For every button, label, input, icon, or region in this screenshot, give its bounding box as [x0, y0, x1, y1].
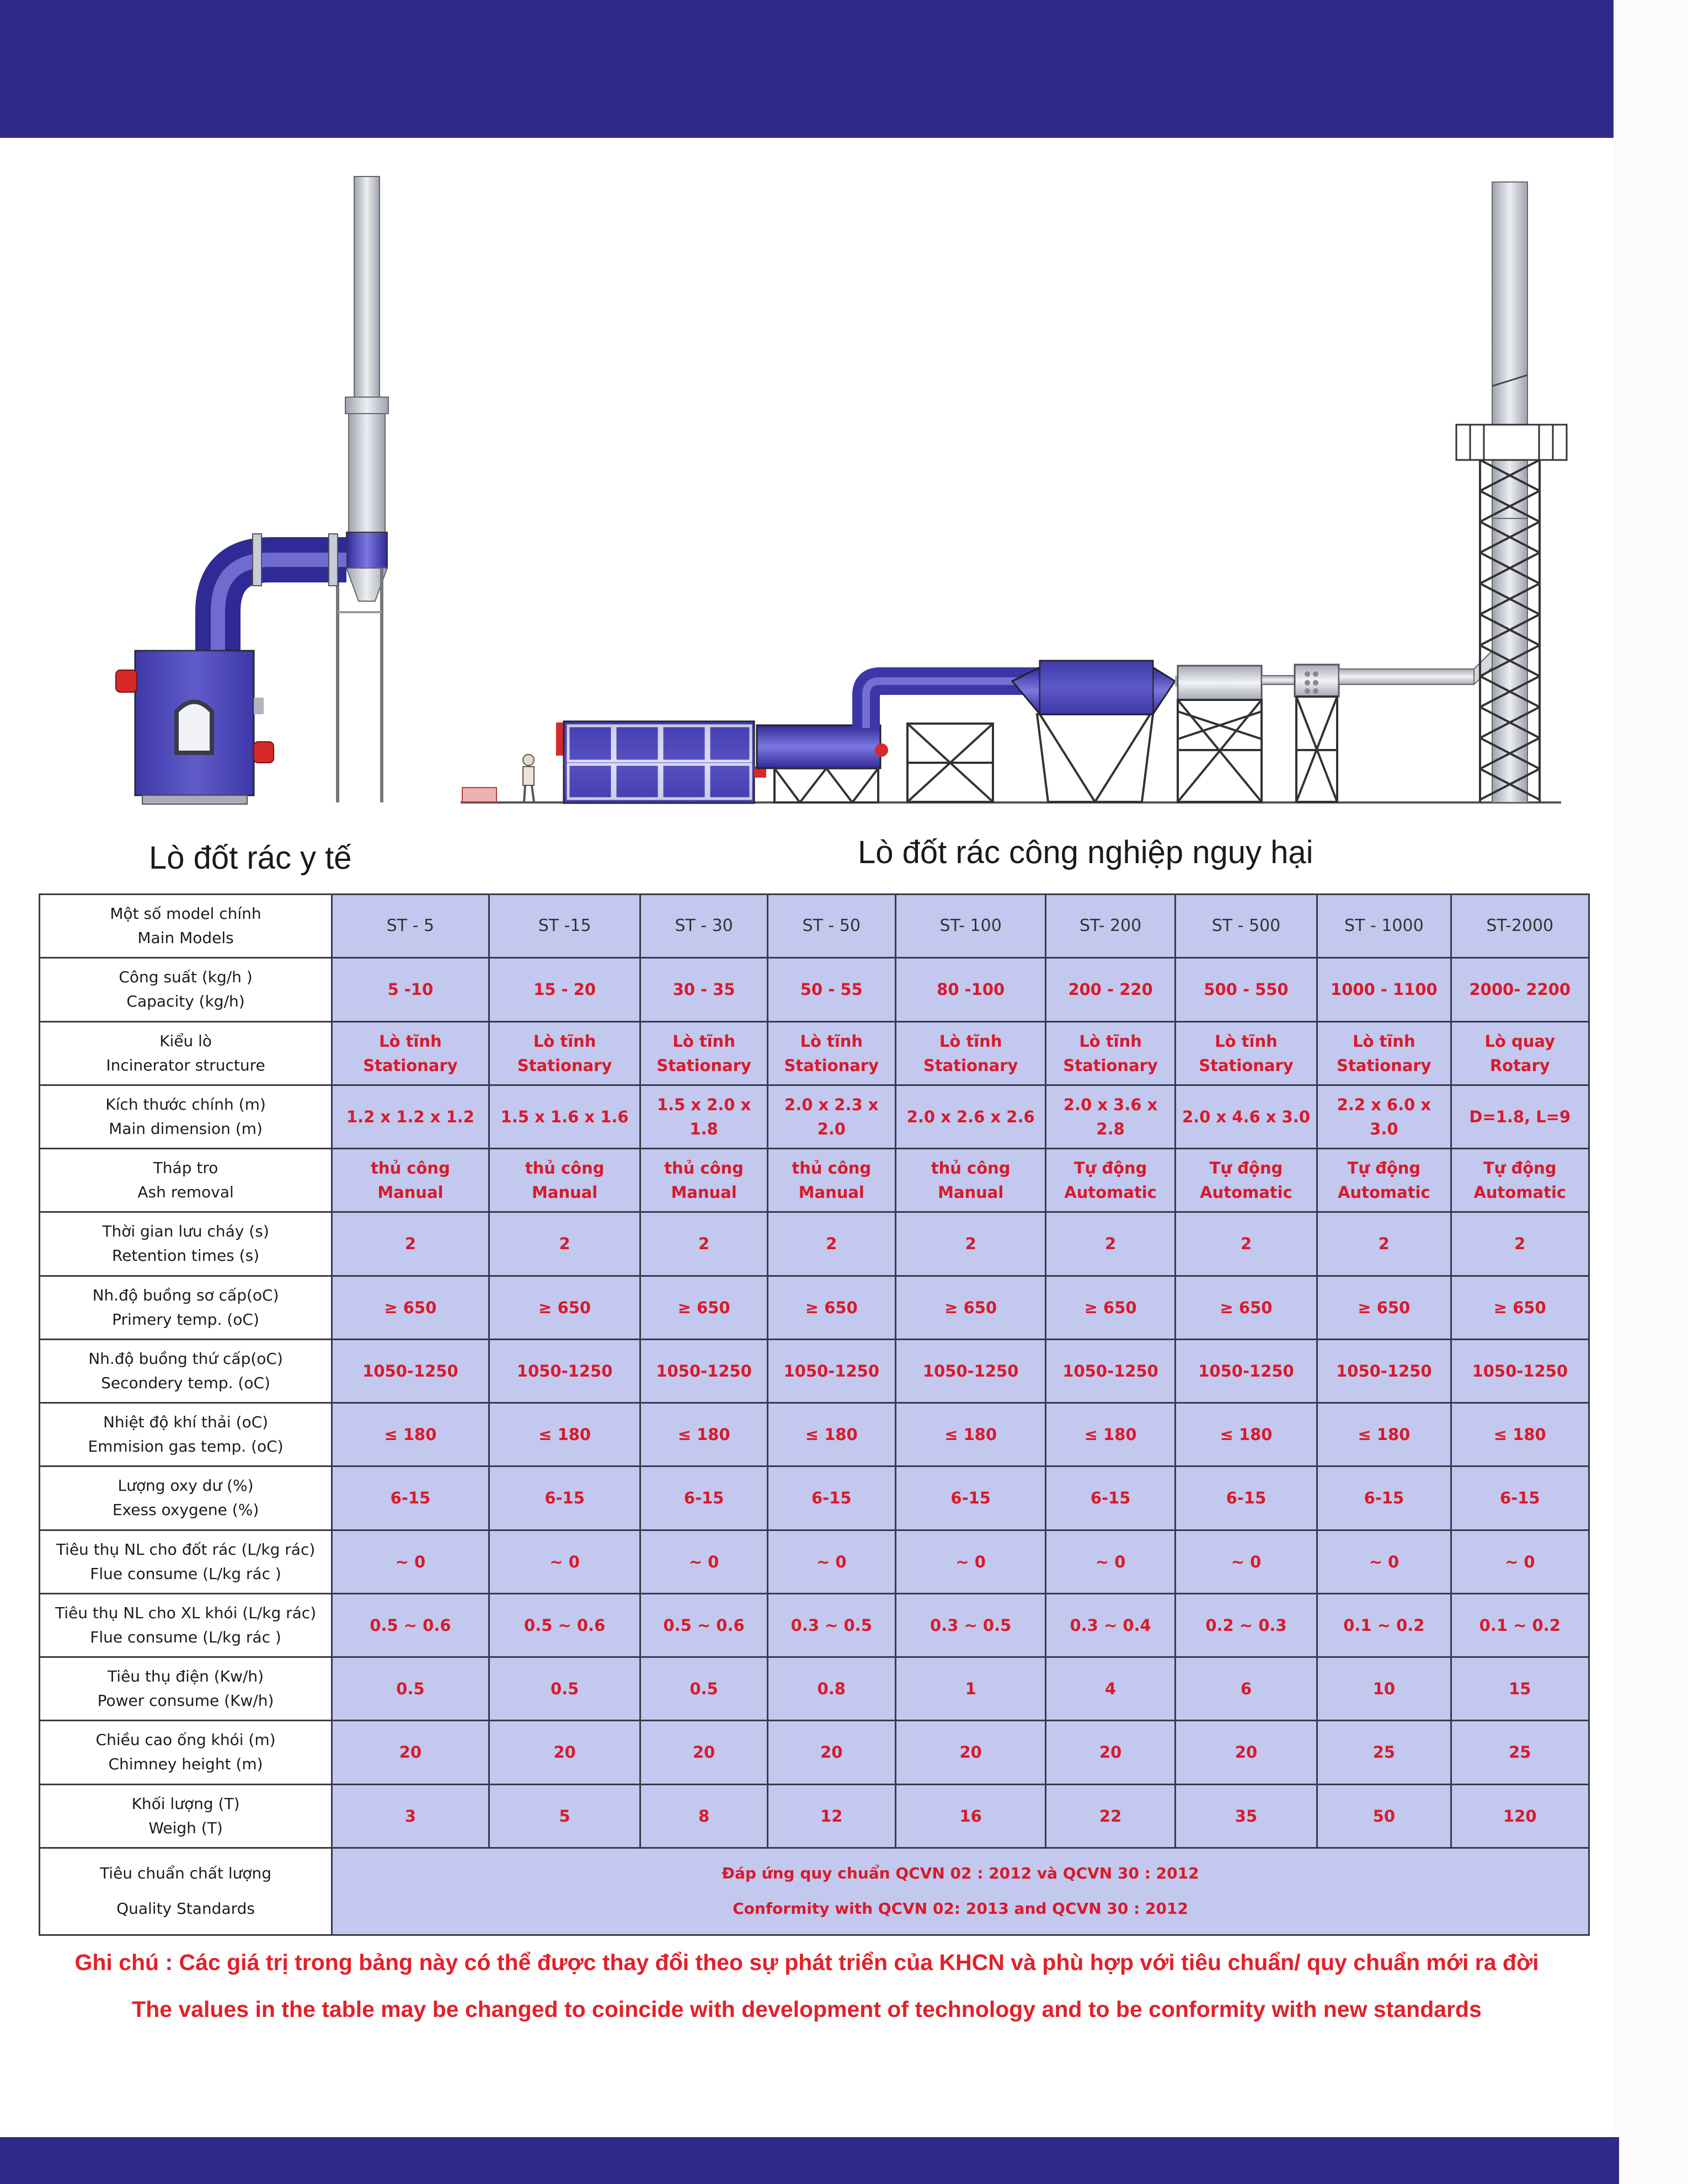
- row-label-vi: Kiểu lò: [159, 1031, 212, 1050]
- row-label: [40, 1721, 332, 1784]
- table-cell: 25: [1317, 1721, 1451, 1784]
- row-label-vi: Tháp tro: [153, 1159, 218, 1177]
- table-cell: 20: [640, 1721, 767, 1784]
- row-label-vi: Nh.độ buồng thứ cấp(oC): [88, 1349, 283, 1368]
- table-cell: ~ 0: [1175, 1530, 1317, 1593]
- table-cell: ≤ 180: [1175, 1403, 1317, 1466]
- table-cell: 15: [1451, 1657, 1589, 1721]
- table-cell: [895, 1149, 1046, 1212]
- table-cell-line: Manual: [938, 1183, 1004, 1202]
- table-cell: 12: [767, 1784, 895, 1848]
- table-row: [40, 1530, 1589, 1593]
- row-label-en: Primery temp. (oC): [112, 1310, 259, 1329]
- table-cell-line: Lò tĩnh: [379, 1031, 442, 1051]
- row-label: [40, 1466, 332, 1530]
- table-cell: 1050-1250: [895, 1339, 1046, 1403]
- row-label-en: Flue consume (L/kg rác ): [90, 1564, 281, 1583]
- note-english: The values in the table may be changed to coincide with development of technology and to be conformity with new standards: [132, 1996, 1482, 2022]
- table-cell: ~ 0: [895, 1530, 1046, 1593]
- table-cell: 3: [332, 1784, 489, 1848]
- table-cell: 2: [767, 1212, 895, 1276]
- row-label-en: Ash removal: [137, 1183, 234, 1202]
- table-row: [40, 1721, 1589, 1784]
- table-cell: 1050-1250: [1046, 1339, 1175, 1403]
- table-cell: [1317, 1149, 1451, 1212]
- table-cell: [332, 1149, 489, 1212]
- table-cell: ≥ 650: [767, 1276, 895, 1339]
- table-cell: 2: [895, 1212, 1046, 1276]
- table-cell-line: thủ công: [664, 1159, 744, 1178]
- table-cell-line: Lò tĩnh: [800, 1031, 863, 1051]
- table-cell-line: Tự động: [1073, 1159, 1147, 1178]
- table-cell-line: Lò tĩnh: [533, 1031, 596, 1051]
- table-cell-line: Automatic: [1064, 1183, 1157, 1202]
- row-label-en: Retention times (s): [112, 1246, 260, 1265]
- row-label-quality-standards: [40, 1848, 332, 1935]
- model-cell: ST-2000: [1451, 895, 1589, 958]
- table-cell-line: Stationary: [363, 1056, 458, 1075]
- medical-incinerator-drawing: [116, 176, 388, 804]
- table-cell: 2: [1317, 1212, 1451, 1276]
- table-cell: [489, 1021, 640, 1085]
- industrial-incinerator-caption: Lò đốt rác công nghiệp nguy hại: [858, 834, 1313, 870]
- table-cell-line: Stationary: [784, 1056, 879, 1075]
- row-label-en: Incinerator structure: [106, 1056, 265, 1074]
- row-label: [40, 1784, 332, 1848]
- table-cell: 6-15: [1046, 1466, 1175, 1530]
- table-cell: ≤ 180: [489, 1403, 640, 1466]
- table-cell-line: thủ công: [371, 1159, 450, 1178]
- table-cell: 10: [1317, 1657, 1451, 1721]
- table-cell: ≤ 180: [1317, 1403, 1451, 1466]
- table-row: [40, 1593, 1589, 1657]
- table-cell: 0.3 ~ 0.4: [1046, 1593, 1175, 1657]
- table-cell: 1050-1250: [767, 1339, 895, 1403]
- table-cell: [767, 1149, 895, 1212]
- model-cell: ST- 200: [1046, 895, 1175, 958]
- table-cell: 30 - 35: [640, 958, 767, 1021]
- quality-standards-value-en: Conformity with QCVN 02: 2013 and QCVN 30 : 2012: [733, 1899, 1188, 1918]
- table-cell: 22: [1046, 1784, 1175, 1848]
- table-cell: ≥ 650: [332, 1276, 489, 1339]
- table-cell-line: Manual: [798, 1183, 864, 1202]
- table-cell: 0.5 ~ 0.6: [640, 1593, 767, 1657]
- row-label-vi: Nhiệt độ khí thải (oC): [103, 1413, 269, 1432]
- table-row: [40, 895, 1589, 958]
- table-cell-line: Stationary: [923, 1056, 1018, 1075]
- table-cell-line: Tự động: [1209, 1159, 1283, 1178]
- incinerator-illustrations: [0, 138, 1688, 827]
- table-cell: 2: [332, 1212, 489, 1276]
- table-cell: 6-15: [1175, 1466, 1317, 1530]
- row-label-main-models: [40, 895, 332, 958]
- table-cell: [332, 1021, 489, 1085]
- row-label: [40, 958, 332, 1021]
- table-cell: ~ 0: [489, 1530, 640, 1593]
- table-cell: 2: [489, 1212, 640, 1276]
- table-cell-line: Stationary: [1199, 1056, 1294, 1075]
- table-cell: [1046, 1149, 1175, 1212]
- table-cell: 0.8: [767, 1657, 895, 1721]
- row-label: [40, 1593, 332, 1657]
- row-label-vi: Công suất (kg/h ): [119, 968, 253, 987]
- table-cell-line: Rotary: [1489, 1056, 1550, 1075]
- table-cell-line: Stationary: [1337, 1056, 1431, 1075]
- table-cell: ≤ 180: [1451, 1403, 1589, 1466]
- table-cell: ≤ 180: [895, 1403, 1046, 1466]
- row-label: [40, 1339, 332, 1403]
- table-cell: D=1.8, L=9: [1451, 1085, 1589, 1148]
- table-cell-line: Manual: [377, 1183, 444, 1202]
- row-label: [40, 1403, 332, 1466]
- row-label: [40, 1212, 332, 1276]
- row-label: [40, 1149, 332, 1212]
- table-cell: 4: [1046, 1657, 1175, 1721]
- table-cell: ~ 0: [640, 1530, 767, 1593]
- table-cell: 2.0 x 4.6 x 3.0: [1175, 1085, 1317, 1148]
- table-row: [40, 958, 1589, 1021]
- table-cell: 1050-1250: [332, 1339, 489, 1403]
- table-cell: ~ 0: [1046, 1530, 1175, 1593]
- table-cell: 6-15: [767, 1466, 895, 1530]
- row-label-en: Weigh (T): [148, 1818, 223, 1837]
- table-cell: [895, 1021, 1046, 1085]
- row-label-en: Emmision gas temp. (oC): [88, 1437, 284, 1456]
- table-cell-line: Manual: [671, 1183, 737, 1202]
- table-cell: 2.0 x 3.6 x 2.8: [1046, 1085, 1175, 1148]
- quality-standards-value: [332, 1848, 1589, 1935]
- table-cell: 0.5: [332, 1657, 489, 1721]
- table-cell: 35: [1175, 1784, 1317, 1848]
- row-label-en: Main dimension (m): [109, 1119, 263, 1138]
- table-cell-line: Automatic: [1338, 1183, 1430, 1202]
- row-label-en: Flue consume (L/kg rác ): [90, 1628, 281, 1646]
- bottom-color-band: [0, 2137, 1619, 2184]
- row-label-en: Secondery temp. (oC): [101, 1373, 270, 1392]
- table-cell: [767, 1021, 895, 1085]
- row-label: [40, 1085, 332, 1148]
- model-cell: ST - 5: [332, 895, 489, 958]
- table-cell: ≥ 650: [640, 1276, 767, 1339]
- row-label-main-models-en: Main Models: [137, 929, 234, 948]
- table-cell-line: Automatic: [1200, 1183, 1292, 1202]
- table-cell: ≤ 180: [767, 1403, 895, 1466]
- table-cell: ≥ 650: [895, 1276, 1046, 1339]
- table-cell: 6-15: [895, 1466, 1046, 1530]
- medical-incinerator-caption: Lò đốt rác y tế: [149, 840, 352, 876]
- table-cell: 1000 - 1100: [1317, 958, 1451, 1021]
- table-cell-line: Lò quay: [1484, 1031, 1555, 1051]
- table-cell: 1050-1250: [1317, 1339, 1451, 1403]
- table-cell: 1050-1250: [489, 1339, 640, 1403]
- table-cell: ≤ 180: [1046, 1403, 1175, 1466]
- table-cell-line: Lò tĩnh: [939, 1031, 1002, 1051]
- table-cell-line: thủ công: [792, 1159, 872, 1178]
- specification-table: [39, 893, 1590, 1936]
- table-cell: ≤ 180: [640, 1403, 767, 1466]
- row-label-en: Exess oxygene (%): [112, 1501, 259, 1519]
- table-cell: 20: [895, 1721, 1046, 1784]
- table-cell: 8: [640, 1784, 767, 1848]
- table-cell: ≥ 650: [1451, 1276, 1589, 1339]
- row-label-vi: Thời gian lưu cháy (s): [102, 1222, 269, 1241]
- model-cell: ST - 30: [640, 895, 767, 958]
- table-cell-line: Lò tĩnh: [672, 1031, 735, 1051]
- table-cell: ~ 0: [1317, 1530, 1451, 1593]
- table-row: [40, 1339, 1589, 1403]
- table-cell: [1175, 1021, 1317, 1085]
- table-cell-line: Lò tĩnh: [1215, 1031, 1278, 1051]
- table-cell: 1.5 x 1.6 x 1.6: [489, 1085, 640, 1148]
- row-label: [40, 1021, 332, 1085]
- table-cell: ≥ 650: [489, 1276, 640, 1339]
- table-cell-line: Tự động: [1483, 1159, 1557, 1178]
- row-label-main-models-vi: Một số model chính: [110, 904, 261, 923]
- table-cell: ≥ 650: [1046, 1276, 1175, 1339]
- table-cell-line: thủ công: [931, 1159, 1011, 1178]
- table-cell: 15 - 20: [489, 958, 640, 1021]
- table-cell: 50 - 55: [767, 958, 895, 1021]
- table-cell: 0.2 ~ 0.3: [1175, 1593, 1317, 1657]
- table-row: [40, 1149, 1589, 1212]
- table-cell: 20: [1046, 1721, 1175, 1784]
- table-cell: 0.5 ~ 0.6: [489, 1593, 640, 1657]
- table-cell: 0.1 ~ 0.2: [1317, 1593, 1451, 1657]
- table-row: [40, 1657, 1589, 1721]
- table-cell: ≤ 180: [332, 1403, 489, 1466]
- table-cell: ~ 0: [767, 1530, 895, 1593]
- table-row: [40, 1276, 1589, 1339]
- row-label-vi: Tiêu thụ NL cho XL khói (L/kg rác): [55, 1603, 317, 1622]
- table-cell-line: Stationary: [517, 1056, 612, 1075]
- table-cell: [640, 1021, 767, 1085]
- table-cell: 0.3 ~ 0.5: [767, 1593, 895, 1657]
- table-cell: 80 -100: [895, 958, 1046, 1021]
- table-cell: 6-15: [1317, 1466, 1451, 1530]
- table-cell: 50: [1317, 1784, 1451, 1848]
- table-row: [40, 1403, 1589, 1466]
- row-label-en: Chimney height (m): [108, 1755, 263, 1774]
- table-cell-line: Tự động: [1347, 1159, 1421, 1178]
- row-label-vi: Khối lượng (T): [131, 1794, 240, 1813]
- row-label-vi: Lượng oxy dư (%): [117, 1476, 254, 1495]
- table-cell: 6-15: [640, 1466, 767, 1530]
- table-cell: [1451, 1021, 1589, 1085]
- top-color-band: [0, 0, 1614, 138]
- table-cell: 20: [332, 1721, 489, 1784]
- model-cell: ST - 500: [1175, 895, 1317, 958]
- row-label-vi: Tiêu thụ điện (Kw/h): [108, 1667, 264, 1686]
- table-cell: 120: [1451, 1784, 1589, 1848]
- table-cell: 6-15: [332, 1466, 489, 1530]
- table-cell: 1: [895, 1657, 1046, 1721]
- table-cell: 6: [1175, 1657, 1317, 1721]
- table-cell: 500 - 550: [1175, 958, 1317, 1021]
- table-cell: 2: [640, 1212, 767, 1276]
- table-cell: [1046, 1021, 1175, 1085]
- table-cell: 1.5 x 2.0 x 1.8: [640, 1085, 767, 1148]
- table-cell: ≥ 650: [1317, 1276, 1451, 1339]
- table-row: [40, 1085, 1589, 1148]
- model-cell: ST- 100: [895, 895, 1046, 958]
- row-label: [40, 1276, 332, 1339]
- model-cell: ST - 1000: [1317, 895, 1451, 958]
- table-cell: 2.2 x 6.0 x 3.0: [1317, 1085, 1451, 1148]
- table-cell: 5: [489, 1784, 640, 1848]
- table-cell: [489, 1149, 640, 1212]
- row-label-vi: Kích thước chính (m): [105, 1095, 266, 1114]
- table-cell: 6-15: [489, 1466, 640, 1530]
- row-label-vi: Tiêu thụ NL cho đốt rác (L/kg rác): [56, 1540, 316, 1559]
- table-cell: 2.0 x 2.6 x 2.6: [895, 1085, 1046, 1148]
- table-row: [40, 1466, 1589, 1530]
- row-label-en: Power consume (Kw/h): [97, 1691, 274, 1710]
- table-cell: 20: [767, 1721, 895, 1784]
- table-cell: 0.1 ~ 0.2: [1451, 1593, 1589, 1657]
- row-label-vi: Nh.độ buồng sơ cấp(oC): [92, 1286, 279, 1304]
- row-label: [40, 1530, 332, 1593]
- model-cell: ST - 50: [767, 895, 895, 958]
- row-label-quality-standards-en: Quality Standards: [116, 1899, 255, 1918]
- table-cell-line: Lò tĩnh: [1353, 1031, 1415, 1051]
- row-label-quality-standards-vi: Tiêu chuẩn chất lượng: [100, 1864, 272, 1883]
- model-cell: ST -15: [489, 895, 640, 958]
- table-cell: 20: [489, 1721, 640, 1784]
- table-row: [40, 1021, 1589, 1085]
- table-cell: 2.0 x 2.3 x 2.0: [767, 1085, 895, 1148]
- table-cell: 16: [895, 1784, 1046, 1848]
- table-cell: [1317, 1021, 1451, 1085]
- table-cell: 200 - 220: [1046, 958, 1175, 1021]
- table-cell-line: Stationary: [656, 1056, 751, 1075]
- table-row: [40, 1212, 1589, 1276]
- note-vietnamese: Ghi chú : Các giá trị trong bảng này có thể được thay đổi theo sự phát triển của KHCN và phù hợp với tiêu chuẩn/ quy chuẩn mới ra đời: [74, 1950, 1539, 1975]
- quality-standards-value-vi: Đáp ứng quy chuẩn QCVN 02 : 2012 và QCVN 30 : 2012: [722, 1864, 1199, 1883]
- table-cell-line: thủ công: [525, 1159, 605, 1178]
- table-cell: [1451, 1149, 1589, 1212]
- table-cell: [640, 1149, 767, 1212]
- table-cell-line: Manual: [532, 1183, 598, 1202]
- row-label-vi: Chiều cao ống khói (m): [95, 1731, 276, 1749]
- table-cell: 0.5: [640, 1657, 767, 1721]
- table-cell: 0.5: [489, 1657, 640, 1721]
- table-cell: 20: [1175, 1721, 1317, 1784]
- table-cell: ~ 0: [1451, 1530, 1589, 1593]
- table-cell: 0.3 ~ 0.5: [895, 1593, 1046, 1657]
- table-cell-line: Automatic: [1473, 1183, 1567, 1202]
- row-label-en: Capacity (kg/h): [126, 992, 245, 1011]
- table-cell: ~ 0: [332, 1530, 489, 1593]
- table-cell-line: Lò tĩnh: [1079, 1031, 1142, 1051]
- table-cell: 5 -10: [332, 958, 489, 1021]
- table-cell: 2: [1175, 1212, 1317, 1276]
- table-cell: ≥ 650: [1175, 1276, 1317, 1339]
- table-cell: 6-15: [1451, 1466, 1589, 1530]
- table-cell: 25: [1451, 1721, 1589, 1784]
- table-cell: 1050-1250: [1451, 1339, 1589, 1403]
- industrial-incinerator-drawing: [461, 182, 1567, 803]
- table-cell: 2: [1451, 1212, 1589, 1276]
- table-cell: 0.5 ~ 0.6: [332, 1593, 489, 1657]
- table-cell-line: Stationary: [1063, 1056, 1158, 1075]
- table-cell: 2: [1046, 1212, 1175, 1276]
- table-cell: [1175, 1149, 1317, 1212]
- table-cell: 1.2 x 1.2 x 1.2: [332, 1085, 489, 1148]
- row-label: [40, 1657, 332, 1721]
- table-row: [40, 1784, 1589, 1848]
- table-cell: 1050-1250: [640, 1339, 767, 1403]
- table-cell: 2000- 2200: [1451, 958, 1589, 1021]
- table-row: [40, 1848, 1589, 1935]
- table-cell: 1050-1250: [1175, 1339, 1317, 1403]
